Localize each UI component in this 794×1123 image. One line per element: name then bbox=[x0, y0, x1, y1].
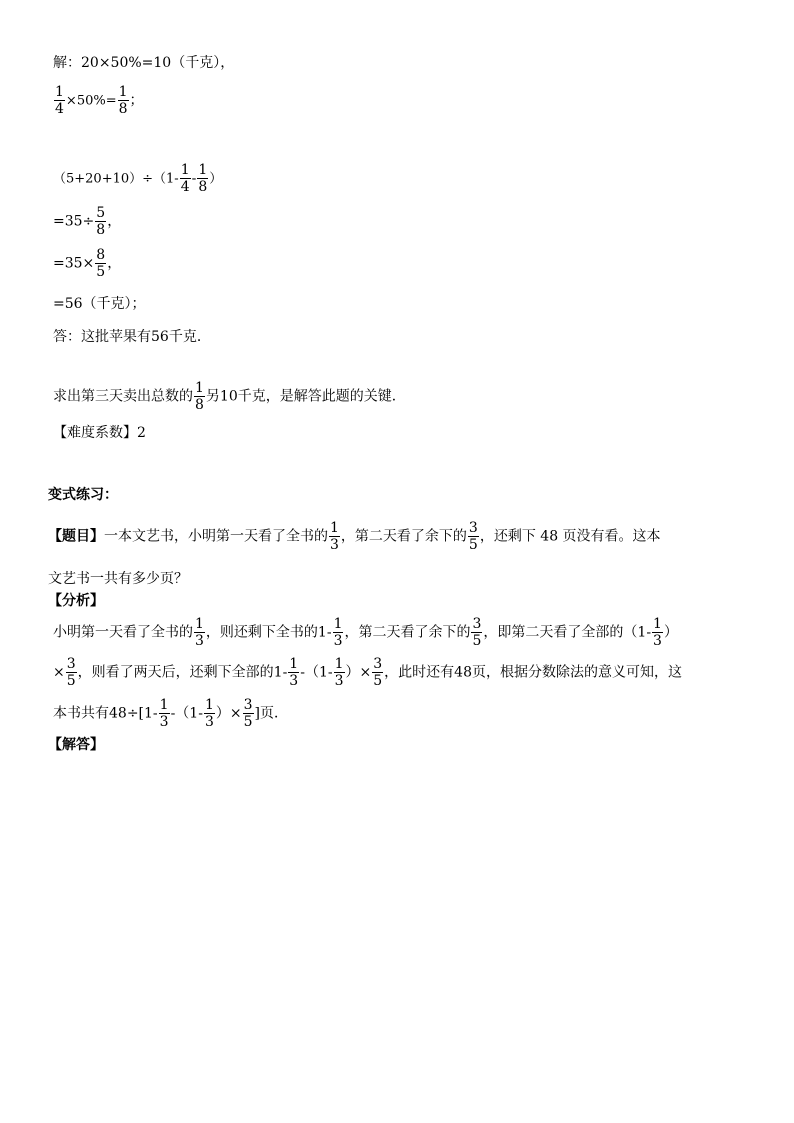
solution-line-1 bbox=[53, 56, 234, 70]
fraction: $\frac{1}{8}$ bbox=[198, 162, 208, 195]
difficulty-label: 【难度系数】 bbox=[53, 425, 137, 441]
fraction: $\frac{8}{5}$ bbox=[96, 247, 106, 280]
fraction: $\frac{1}{3}$ bbox=[159, 697, 169, 730]
answer-label: 【解答】 bbox=[48, 737, 104, 753]
solution-line-2: $\frac{1}{4}$ ×50%= $\frac{1}{8}$ ； bbox=[55, 84, 144, 117]
fraction: $\frac{1}{8}$ bbox=[195, 380, 204, 413]
fraction: $\frac{5}{8}$ bbox=[96, 205, 106, 238]
solution-line-3: （5+20+10）÷（1- $\frac{1}{4}$ - $\frac{1}{8}$ ） bbox=[53, 162, 223, 195]
solution-line-6: =56（千克）； bbox=[53, 296, 146, 312]
fraction: $\frac{1}{3}$ bbox=[333, 616, 343, 649]
solution-answer: 答：这批苹果有56千克． bbox=[53, 329, 211, 345]
fraction: $\frac{1}{3}$ bbox=[204, 697, 214, 730]
fraction: $\frac{1}{3}$ bbox=[653, 616, 662, 649]
variant-heading: 变式练习： bbox=[48, 487, 118, 503]
fraction: $\frac{3}{5}$ bbox=[373, 656, 383, 689]
solution-line-4: =35÷ $\frac{5}{8}$ ， bbox=[53, 205, 122, 238]
fraction: $\frac{3}{5}$ bbox=[243, 697, 253, 730]
analysis-label: 【分析】 bbox=[48, 593, 104, 609]
fraction: $\frac{3}{5}$ bbox=[468, 520, 478, 553]
analysis-line-3: 本书共有48÷[1- $\frac{1}{3}$ -（1- $\frac{1}{3}$ ）× $\frac{3}{5}$ ]页． bbox=[53, 697, 288, 730]
fraction: $\frac{1}{3}$ bbox=[330, 520, 339, 553]
question-label: 【题目】 bbox=[48, 528, 104, 545]
fraction: $\frac{1}{3}$ bbox=[334, 656, 344, 689]
difficulty-value: 2 bbox=[137, 425, 146, 441]
fraction: $\frac{1}{3}$ bbox=[195, 616, 204, 649]
analysis-line-2: × $\frac{3}{5}$ ，则看了两天后，还剩下全部的1- $\frac{1}{3}$ -（1- $\frac{1}{3}$ ）× $\frac{3}{5}$ ，此时还有48页，根据分数除法的意义可知，这 bbox=[53, 656, 682, 689]
question-line-2: 文艺书一共有多少页？ bbox=[48, 571, 188, 587]
solution-text: 解：20×50%=10（千克）， bbox=[53, 55, 235, 71]
fraction: $\frac{3}{5}$ bbox=[472, 616, 482, 649]
fraction: $\frac{3}{5}$ bbox=[66, 656, 76, 689]
fraction: $\frac{1}{8}$ bbox=[118, 84, 128, 117]
analysis-line-1: 小明第一天看了全书的 $\frac{1}{3}$ ，则还剩下全书的1- $\frac{1}{3}$ ，第二天看了余下的 $\frac{3}{5}$ ，即第二天看了全部的（1- $\frac{1}{3}$ ） bbox=[53, 616, 678, 649]
difficulty bbox=[53, 426, 146, 440]
solution-line-5: =35× $\frac{8}{5}$ ， bbox=[53, 247, 122, 280]
question-line-1: 【题目】一本文艺书，小明第一天看了全书的 $\frac{1}{3}$ ，第二天看了余下的 $\frac{3}{5}$ ，还剩下 48 页没有看。这本 bbox=[48, 520, 661, 553]
key-point: 求出第三天卖出总数的 $\frac{1}{8}$ 另10千克，是解答此题的关键． bbox=[53, 380, 406, 413]
fraction: $\frac{1}{4}$ bbox=[180, 162, 190, 195]
fraction: $\frac{1}{3}$ bbox=[289, 656, 299, 689]
fraction: $\frac{1}{4}$ bbox=[55, 84, 64, 117]
